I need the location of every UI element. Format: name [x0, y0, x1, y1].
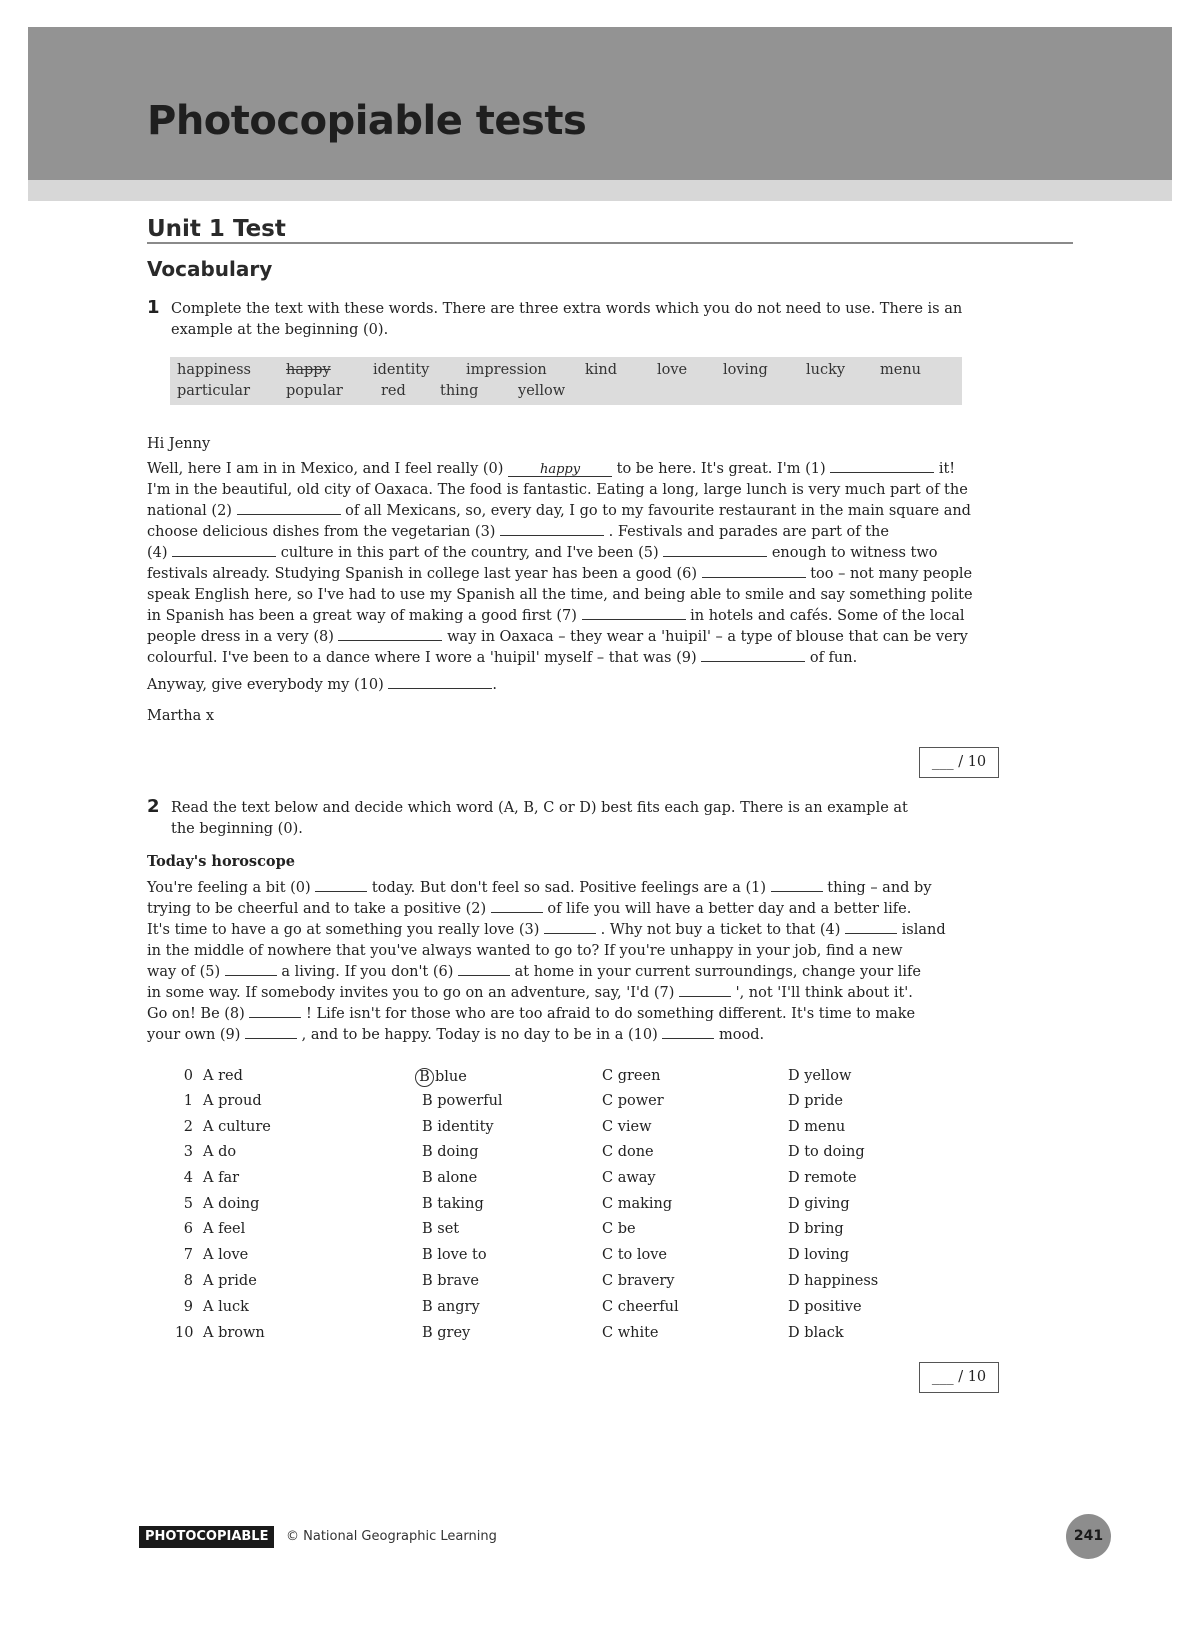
option-row	[175, 1221, 975, 1245]
option-c[interactable]: C to love	[602, 1247, 668, 1263]
text-segment: (4)	[147, 545, 173, 561]
text-segment: at home in your current surroundings, change your life	[510, 964, 921, 980]
letter-line	[147, 480, 1027, 501]
unit-title: Unit 1 Test	[147, 216, 286, 242]
letter-line	[147, 606, 1027, 627]
option-number: 0	[183, 1068, 193, 1084]
option-c[interactable]: C be	[602, 1221, 636, 1237]
word-item: impression	[466, 362, 547, 378]
option-d[interactable]: D positive	[788, 1299, 862, 1315]
option-b[interactable]: B angry	[422, 1299, 480, 1315]
text-segment: culture in this part of the country, and I've been (5)	[276, 545, 664, 561]
option-row	[175, 1299, 975, 1323]
option-number: 9	[183, 1299, 193, 1315]
header-strip	[28, 180, 1172, 201]
word-item: thing	[440, 383, 479, 399]
option-row	[175, 1119, 975, 1143]
text-segment: colourful. I've been to a dance where I wore a 'huipil' myself – that was (9)	[147, 650, 702, 666]
word-item: menu	[880, 362, 922, 378]
text-segment: of all Mexicans, so, every day, I go to my favourite restaurant in the main square and	[340, 503, 971, 519]
text-segment: it!	[934, 461, 956, 477]
option-d[interactable]: D yellow	[788, 1068, 852, 1084]
text-segment: in hotels and cafés. Some of the local	[685, 608, 965, 624]
photocopiable-badge: PHOTOCOPIABLE	[139, 1526, 274, 1548]
option-number: 6	[183, 1221, 193, 1237]
option-number: 4	[183, 1170, 193, 1186]
text-segment: enough to witness two	[767, 545, 938, 561]
answer-gap[interactable]	[544, 921, 596, 934]
example-answer: happy	[508, 464, 612, 477]
option-d[interactable]: D remote	[788, 1170, 857, 1186]
answer-gap[interactable]	[845, 921, 897, 934]
option-b[interactable]: B alone	[422, 1170, 478, 1186]
option-row	[175, 1144, 975, 1168]
option-row	[175, 1247, 975, 1271]
horoscope-title: Today's horoscope	[147, 853, 295, 870]
letter-line	[147, 648, 1027, 669]
option-row	[175, 1068, 975, 1092]
answer-gap[interactable]	[491, 900, 543, 913]
exercise-1-number: 1	[147, 297, 160, 318]
letter-line	[147, 627, 1027, 648]
option-number: 1	[183, 1093, 193, 1109]
word-item: yellow	[518, 383, 566, 399]
answer-gap[interactable]	[662, 1026, 714, 1039]
option-row	[175, 1196, 975, 1220]
option-d[interactable]: D happiness	[788, 1273, 879, 1289]
option-number: 2	[183, 1119, 193, 1135]
answer-gap[interactable]	[249, 1005, 301, 1018]
text-segment: I'm in the beautiful, old city of Oaxaca. The food is fantastic. Eating a long, large lunch is very much part of the	[147, 482, 968, 498]
option-c[interactable]: C away	[602, 1170, 656, 1186]
option-a[interactable]: A pride	[203, 1273, 257, 1289]
option-d[interactable]: D black	[788, 1325, 844, 1341]
text-segment: people dress in a very (8)	[147, 629, 339, 645]
option-d[interactable]: D to doing	[788, 1144, 865, 1160]
letter-line	[147, 501, 1027, 522]
horoscope-line	[147, 962, 1027, 983]
answer-gap[interactable]	[458, 963, 510, 976]
option-a[interactable]: A feel	[203, 1221, 246, 1237]
circled-answer: B	[415, 1068, 434, 1087]
option-row	[175, 1170, 975, 1194]
word-item: popular	[286, 383, 343, 399]
option-d[interactable]: D loving	[788, 1247, 850, 1263]
answer-gap[interactable]	[500, 523, 604, 536]
word-item: lucky	[806, 362, 846, 378]
text-segment: in the middle of nowhere that you've always wanted to go to? If you're unhappy in your job, find a new	[147, 943, 903, 959]
option-b[interactable]: B doing	[422, 1144, 479, 1160]
option-number: 3	[183, 1144, 193, 1160]
horoscope-line	[147, 1004, 1027, 1025]
answer-gap[interactable]	[388, 676, 492, 689]
answer-gap[interactable]	[701, 649, 805, 662]
text-segment: .	[492, 677, 497, 693]
text-segment: festivals already. Studying Spanish in college last year has been a good (6)	[147, 566, 702, 582]
letter-line	[147, 564, 1027, 585]
text-segment: . Festivals and parades are part of the	[604, 524, 889, 540]
text-segment: in Spanish has been a great way of making a good first (7)	[147, 608, 582, 624]
option-a[interactable]: A brown	[203, 1325, 265, 1341]
letter-closing	[147, 675, 1027, 696]
answer-gap[interactable]	[338, 628, 442, 641]
exercise-2-instruction-line-2: the beginning (0).	[171, 821, 303, 837]
score-box: ___ / 10	[919, 1362, 999, 1393]
option-a[interactable]: A far	[203, 1170, 240, 1186]
option-number: 10	[175, 1325, 194, 1341]
text-segment: It's time to have a go at something you really love (3)	[147, 922, 545, 938]
option-b[interactable]: B grey	[422, 1325, 471, 1341]
text-segment: to be here. It's great. I'm (1)	[612, 461, 831, 477]
word-item: love	[657, 362, 688, 378]
option-row	[175, 1093, 975, 1117]
answer-gap[interactable]	[225, 963, 277, 976]
text-segment: today. But don't feel so sad. Positive feelings are a (1)	[367, 880, 771, 896]
exercise-1-instruction-line-1: Complete the text with these words. There are three extra words which you do not need to use. There is an	[171, 301, 963, 317]
text-segment: way in Oaxaca – they wear a 'huipil' – a type of blouse that can be very	[442, 629, 968, 645]
option-c[interactable]: C power	[602, 1093, 664, 1109]
option-d[interactable]: D menu	[788, 1119, 846, 1135]
text-segment: of life you will have a better day and a better life.	[542, 901, 912, 917]
option-c[interactable]: C view	[602, 1119, 652, 1135]
text-segment: Anyway, give everybody my (10)	[147, 677, 389, 693]
option-b[interactable]: B set	[422, 1221, 460, 1237]
text-segment: thing – and by	[822, 880, 932, 896]
letter-line	[147, 459, 1027, 480]
text-segment: Well, here I am in in Mexico, and I feel really (0)	[147, 461, 509, 477]
horoscope-line	[147, 899, 1027, 920]
option-a[interactable]: A do	[203, 1144, 237, 1160]
option-a[interactable]: A proud	[203, 1093, 262, 1109]
word-item-crossed: happy	[286, 362, 331, 378]
answer-gap[interactable]	[245, 1026, 297, 1039]
option-number: 5	[183, 1196, 193, 1212]
option-c[interactable]: C bravery	[602, 1273, 675, 1289]
option-a[interactable]: A red	[203, 1068, 243, 1084]
page-number: 241	[1066, 1514, 1111, 1559]
word-item: loving	[723, 362, 768, 378]
option-c[interactable]: C done	[602, 1144, 654, 1160]
option-c[interactable]: C cheerful	[602, 1299, 679, 1315]
option-row	[175, 1273, 975, 1297]
text-segment: too – not many people	[805, 566, 973, 582]
horoscope-line	[147, 878, 1027, 899]
text-segment: in some way. If somebody invites you to go on an adventure, say, 'I'd (7)	[147, 985, 679, 1001]
answer-gap[interactable]	[830, 460, 934, 473]
text-segment: speak English here, so I've had to use my Spanish all the time, and being able to smile and say something polite	[147, 587, 973, 603]
option-number: 8	[183, 1273, 193, 1289]
answer-gap[interactable]	[237, 502, 341, 515]
answer-gap[interactable]	[582, 607, 686, 620]
option-row	[175, 1325, 975, 1349]
letter-line	[147, 543, 1027, 564]
text-segment: mood.	[714, 1027, 765, 1043]
option-a[interactable]: A doing	[203, 1196, 260, 1212]
letter-line	[147, 522, 1027, 543]
text-segment: , and to be happy. Today is no day to be in a (10)	[297, 1027, 663, 1043]
text-segment: Go on! Be (8)	[147, 1006, 250, 1022]
answer-gap[interactable]	[771, 879, 823, 892]
text-segment: way of (5)	[147, 964, 225, 980]
text-segment: ! Life isn't for those who are too afraid to do something different. It's time to make	[301, 1006, 916, 1022]
word-box	[170, 357, 962, 405]
option-d[interactable]: D bring	[788, 1221, 844, 1237]
horoscope-line	[147, 983, 1027, 1004]
text-segment: a living. If you don't (6)	[276, 964, 459, 980]
answer-gap[interactable]	[172, 544, 276, 557]
word-item: particular	[177, 383, 250, 399]
option-a[interactable]: A love	[203, 1247, 249, 1263]
option-b[interactable]: B powerful	[422, 1093, 503, 1109]
text-segment: of fun.	[805, 650, 858, 666]
text-segment: island	[897, 922, 946, 938]
option-b[interactable]	[415, 1068, 467, 1087]
text-segment: your own (9)	[147, 1027, 246, 1043]
answer-gap[interactable]	[663, 544, 767, 557]
page-title: Photocopiable tests	[147, 98, 587, 144]
option-c[interactable]: C green	[602, 1068, 661, 1084]
text-segment: You're feeling a bit (0)	[147, 880, 316, 896]
horoscope-line	[147, 941, 1027, 962]
word-item: happiness	[177, 362, 251, 378]
horoscope-line	[147, 920, 1027, 941]
option-b-text: blue	[435, 1069, 467, 1085]
text-segment: trying to be cheerful and to take a positive (2)	[147, 901, 491, 917]
unit-rule	[147, 242, 1073, 244]
option-a[interactable]: A luck	[203, 1299, 249, 1315]
option-b[interactable]: B brave	[422, 1273, 479, 1289]
word-item: red	[381, 383, 406, 399]
option-c[interactable]: C white	[602, 1325, 659, 1341]
word-item: identity	[373, 362, 430, 378]
option-b[interactable]: B taking	[422, 1196, 484, 1212]
letter-signoff: Martha x	[147, 708, 215, 724]
letter-greeting: Hi Jenny	[147, 436, 211, 452]
option-d[interactable]: D pride	[788, 1093, 843, 1109]
exercise-2-number: 2	[147, 796, 160, 817]
exercise-2-instruction-line-1: Read the text below and decide which word (A, B, C or D) best fits each gap. There is an example at	[171, 800, 908, 816]
option-number: 7	[183, 1247, 193, 1263]
option-b[interactable]: B love to	[422, 1247, 487, 1263]
word-item: kind	[585, 362, 618, 378]
text-segment: choose delicious dishes from the vegetarian (3)	[147, 524, 501, 540]
horoscope-line	[147, 1025, 1027, 1046]
section-title: Vocabulary	[147, 257, 273, 281]
exercise-1-instruction-line-2: example at the beginning (0).	[171, 322, 389, 338]
text-segment: ', not 'I'll think about it'.	[730, 985, 913, 1001]
option-d[interactable]: D giving	[788, 1196, 850, 1212]
copyright-text: © National Geographic Learning	[286, 1529, 497, 1544]
option-c[interactable]: C making	[602, 1196, 673, 1212]
score-box: ___ / 10	[919, 747, 999, 778]
answer-gap[interactable]	[315, 879, 367, 892]
option-a[interactable]: A culture	[203, 1119, 271, 1135]
text-segment: national (2)	[147, 503, 237, 519]
answer-gap[interactable]	[702, 565, 806, 578]
answer-gap[interactable]	[679, 984, 731, 997]
option-b[interactable]: B identity	[422, 1119, 494, 1135]
text-segment: . Why not buy a ticket to that (4)	[596, 922, 846, 938]
letter-line	[147, 585, 1027, 606]
